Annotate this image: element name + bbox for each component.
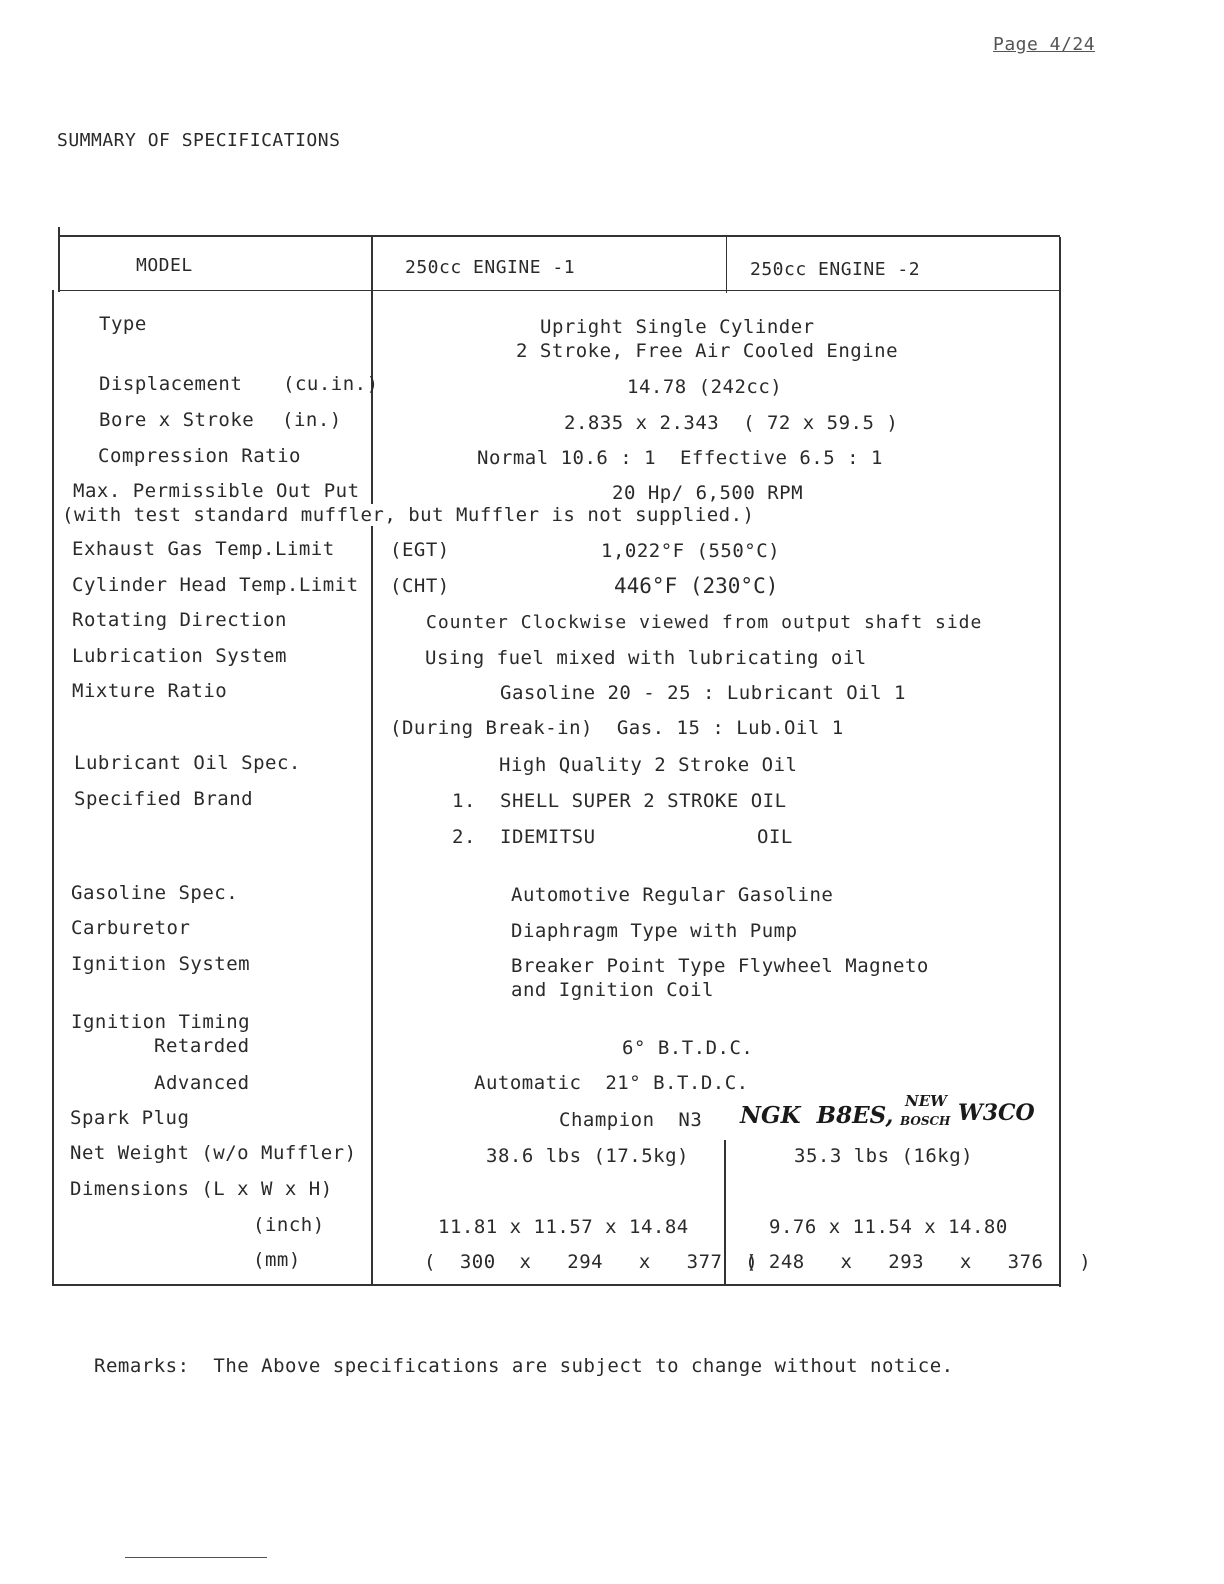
label-gasoline: Gasoline Spec.: [71, 882, 239, 904]
label-egt: Exhaust Gas Temp.Limit: [72, 538, 335, 560]
value-type-1: Upright Single Cylinder: [540, 316, 815, 338]
label-compression: Compression Ratio: [98, 445, 301, 467]
value-dimensions-inch-1: 11.81 x 11.57 x 14.84: [438, 1216, 689, 1238]
unit-bore-stroke: (in.): [282, 409, 342, 431]
header-engine-1: 250cc ENGINE -1: [405, 257, 576, 278]
handwritten-new: NEW: [905, 1092, 947, 1110]
label-spark-plug: Spark Plug: [70, 1107, 190, 1129]
label-bore-stroke: Bore x Stroke: [99, 409, 255, 431]
abbr-egt: (EGT): [390, 539, 450, 561]
value-dimensions-inch-2: 9.76 x 11.54 x 14.80: [769, 1216, 1008, 1238]
abbr-cht: (CHT): [390, 575, 450, 597]
value-advanced: Automatic 21° B.T.D.C.: [474, 1072, 749, 1094]
label-advanced: Advanced: [154, 1072, 250, 1094]
value-egt: 1,022°F (550°C): [601, 540, 781, 562]
label-rotation: Rotating Direction: [72, 609, 287, 631]
value-weight-2: 35.3 lbs (16kg): [794, 1145, 974, 1167]
unit-displacement: (cu.in.): [283, 373, 379, 395]
brand-item-2-number: 2.: [452, 826, 476, 848]
value-mixture: Gasoline 20 - 25 : Lubricant Oil 1: [500, 682, 906, 704]
value-cht: 446°F (230°C): [614, 574, 779, 598]
label-dimensions-inch: (inch): [253, 1214, 325, 1236]
value-gasoline: Automotive Regular Gasoline: [511, 884, 834, 906]
value-retarded: 6° B.T.D.C.: [622, 1037, 754, 1059]
scan-artifact-line: [125, 1557, 267, 1558]
remarks: Remarks: The Above specifications are subject to change without notice.: [94, 1355, 954, 1377]
value-spark-plug: Champion N3: [559, 1109, 703, 1131]
label-max-output: Max. Permissible Out Put: [73, 480, 360, 502]
value-bore-stroke: 2.835 x 2.343 ( 72 x 59.5 ): [564, 412, 899, 434]
header-divider: [60, 290, 1060, 291]
label-weight: Net Weight (w/o Muffler): [70, 1142, 357, 1164]
handwritten-ngk: NGK B8ES,: [740, 1102, 894, 1129]
brand-item-1: SHELL SUPER 2 STROKE OIL: [500, 790, 787, 812]
header-model: MODEL: [136, 255, 193, 276]
label-lubrication: Lubrication System: [72, 645, 287, 667]
value-lubrication: Using fuel mixed with lubricating oil: [425, 647, 867, 669]
value-max-output: 20 Hp/ 6,500 RPM: [612, 482, 804, 504]
max-output-note: (with test standard muffler, but Muffler is not supplied.): [62, 504, 755, 526]
label-retarded: Retarded: [154, 1035, 250, 1057]
label-oil-spec: Lubricant Oil Spec.: [74, 752, 301, 774]
value-type-2: 2 Stroke, Free Air Cooled Engine: [516, 340, 899, 362]
value-dimensions-mm-2: ( 248 x 293 x 376 ): [745, 1251, 1092, 1273]
label-displacement: Displacement: [99, 373, 243, 395]
value-rotation: Counter Clockwise viewed from output shaft side: [426, 612, 983, 633]
label-type: Type: [99, 313, 147, 335]
handwritten-w3co: W3CO: [958, 1100, 1035, 1126]
brand-item-2: IDEMITSU: [500, 826, 596, 848]
label-ignition: Ignition System: [71, 953, 251, 975]
brand-item-1-number: 1.: [452, 790, 476, 812]
table-border-top: [60, 235, 1060, 237]
header-divider-engine: [726, 237, 727, 293]
brand-item-2-suffix: OIL: [757, 826, 793, 848]
label-timing: Ignition Timing: [71, 1011, 251, 1033]
value-ignition-2: and Ignition Coil: [511, 979, 714, 1001]
page-number: Page 4/24: [993, 34, 1096, 55]
value-compression: Normal 10.6 : 1 Effective 6.5 : 1: [477, 447, 883, 469]
label-carburetor: Carburetor: [71, 917, 191, 939]
table-border-right: [1059, 237, 1061, 1287]
value-carburetor: Diaphragm Type with Pump: [511, 920, 798, 942]
table-border-bottom: [52, 1284, 1060, 1286]
header-engine-2: 250cc ENGINE -2: [750, 259, 921, 280]
label-mixture: Mixture Ratio: [72, 680, 228, 702]
handwritten-bosch: BOSCH: [900, 1114, 951, 1128]
table-border-left: [52, 290, 54, 1286]
label-cht: Cylinder Head Temp.Limit: [72, 574, 359, 596]
value-weight-1: 38.6 lbs (17.5kg): [486, 1145, 689, 1167]
value-dimensions-mm-1: ( 300 x 294 x 377 ): [424, 1251, 759, 1273]
value-displacement: 14.78 (242cc): [627, 376, 783, 398]
value-breakin: (During Break-in) Gas. 15 : Lub.Oil 1: [390, 717, 844, 739]
value-oil-spec: High Quality 2 Stroke Oil: [499, 754, 798, 776]
label-brand: Specified Brand: [74, 788, 254, 810]
value-ignition-1: Breaker Point Type Flywheel Magneto: [511, 955, 929, 977]
page-title: SUMMARY OF SPECIFICATIONS: [57, 130, 341, 151]
label-dimensions: Dimensions (L x W x H): [70, 1178, 333, 1200]
label-dimensions-mm: (mm): [253, 1249, 301, 1271]
